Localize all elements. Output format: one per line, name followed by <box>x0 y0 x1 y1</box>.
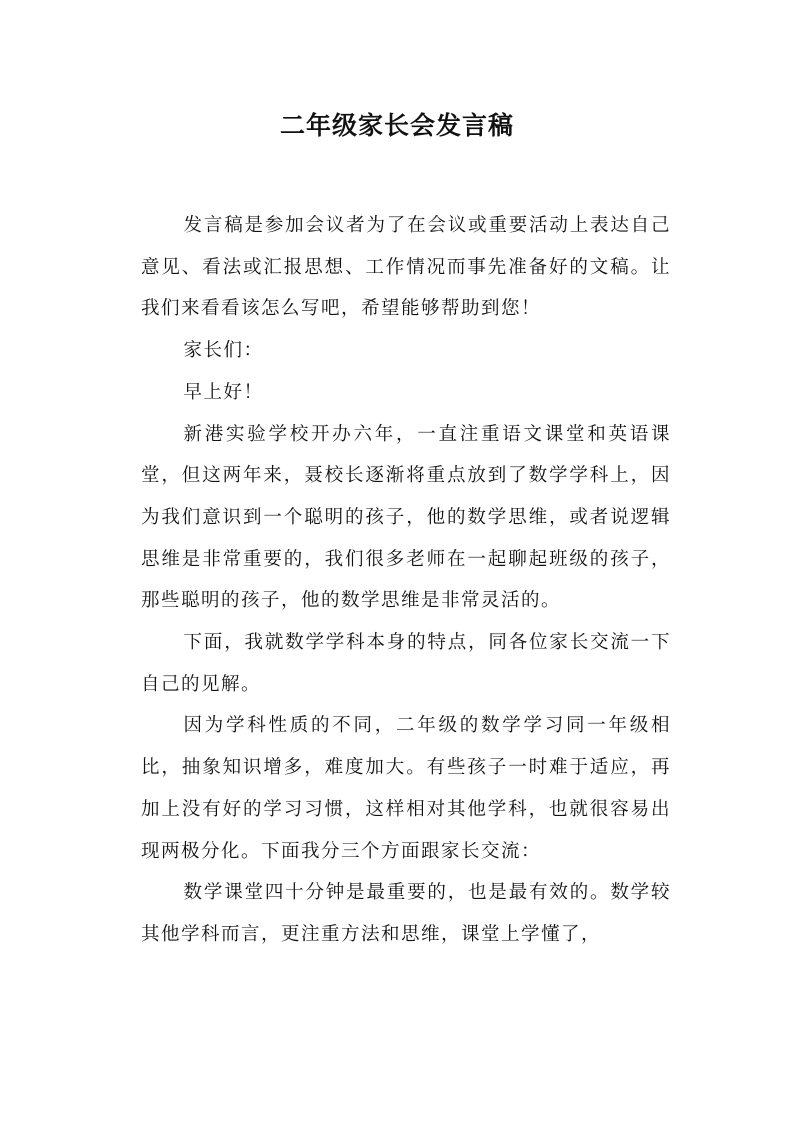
document-body <box>141 205 671 956</box>
paragraph-intro: 发言稿是参加会议者为了在会议或重要活动上表达自己意见、看法或汇报思想、工作情况而事先准备好的文稿。让我们来看看该怎么写吧，希望能够帮助到您！ <box>141 215 671 320</box>
document-title: 二年级家长会发言稿 <box>279 111 514 140</box>
paragraph-school-background: 新港实验学校开办六年，一直注重语文课堂和英语课堂，但这两年来，聂校长逐渐将重点放到了数学学科上，因为我们意识到一个聪明的孩子，他的数学思维，或者说逻辑思维是非常重要的，我们很多老师在一起聊起班级的孩子，那些聪明的孩子，他的数学思维是非常灵活的。 <box>141 423 671 612</box>
paragraph-topic-intro: 下面，我就数学学科本身的特点，同各位家长交流一下自己的见解。 <box>141 632 671 695</box>
paragraph-classroom: 数学课堂四十分钟是最重要的，也是最有效的。数学较其他学科而言，更注重方法和思维，课堂上学懂了， <box>141 882 671 945</box>
paragraph-salutation: 家长们： <box>183 340 264 362</box>
paragraph-grade-comparison: 因为学科性质的不同，二年级的数学学习同一年级相比，抽象知识增多，难度加大。有些孩子一时难于适应，再加上没有好的学习习惯，这样相对其他学科，也就很容易出现两极分化。下面我分三个方面跟家长交流： <box>141 715 671 862</box>
paragraph-greeting: 早上好！ <box>183 381 264 403</box>
